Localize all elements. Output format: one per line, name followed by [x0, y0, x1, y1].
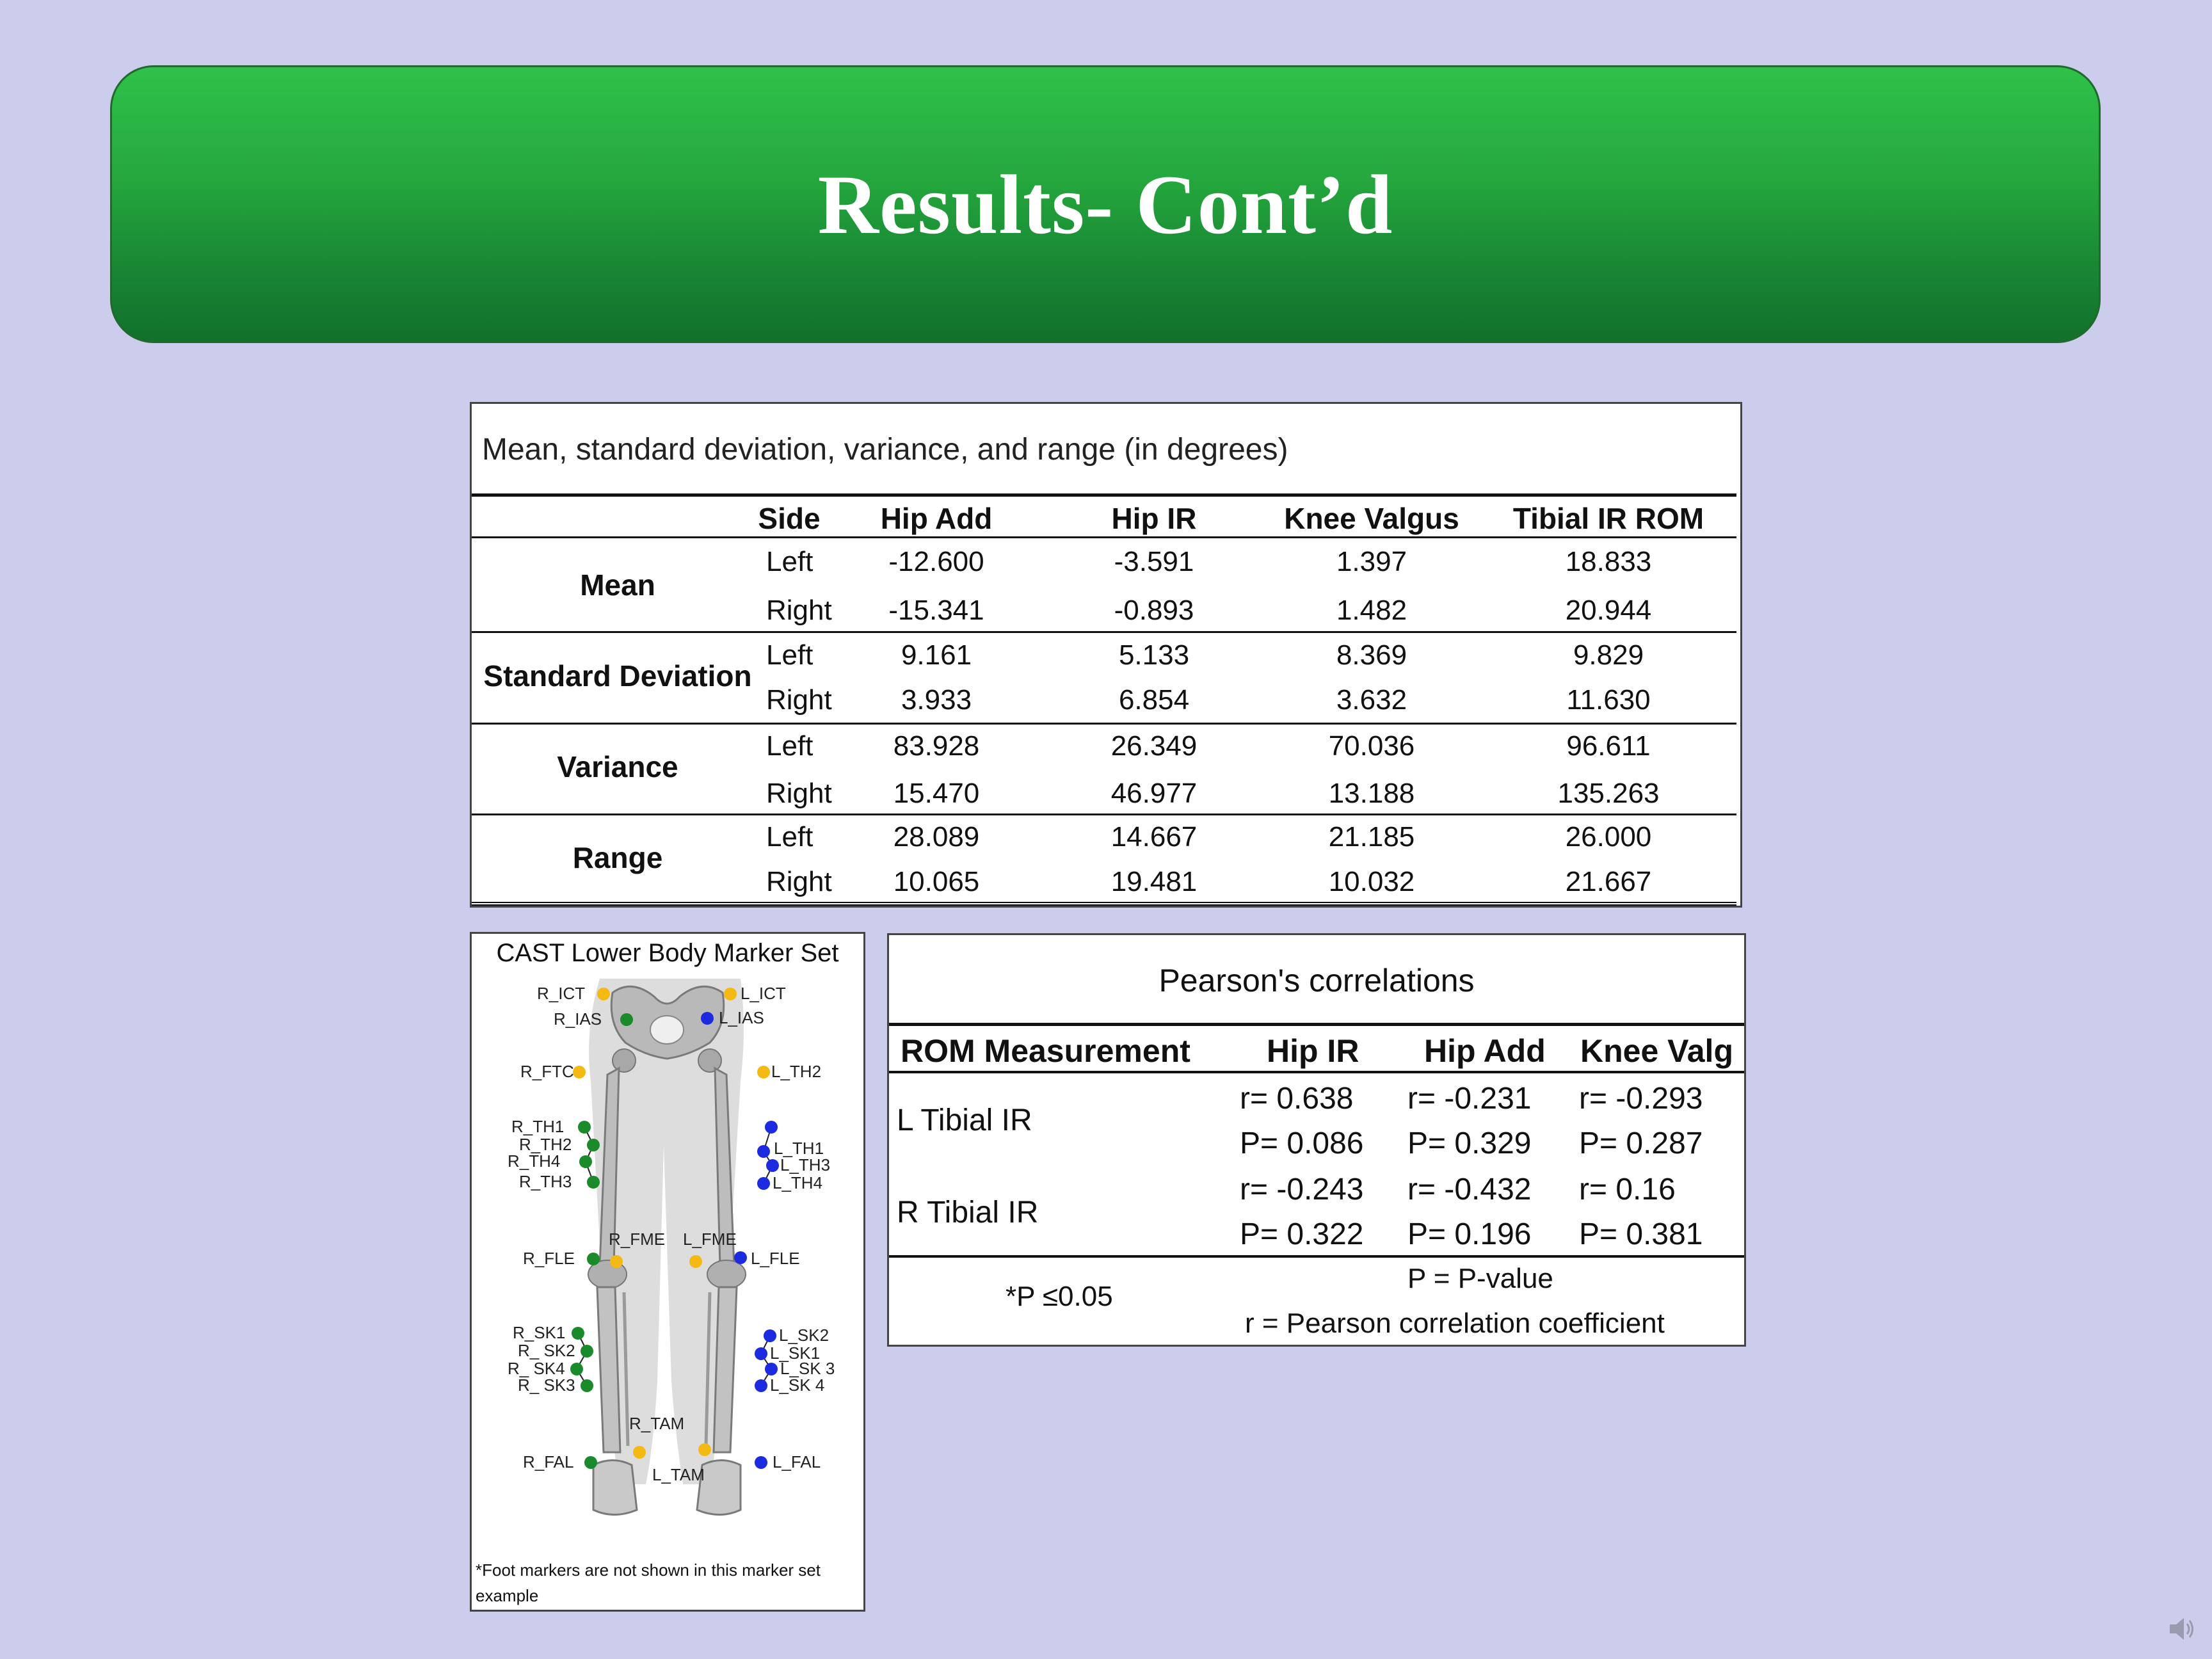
- marker-label-r-tam: R_TAM: [629, 1414, 685, 1433]
- row-label-l-tibial-ir: L Tibial IR: [897, 1103, 1032, 1137]
- side-cell: Right: [766, 866, 832, 897]
- marker-label-r-th3: R_TH3: [519, 1172, 572, 1191]
- significance-note: *P ≤0.05: [1006, 1281, 1113, 1312]
- value-cell: 83.928: [893, 730, 980, 762]
- value-cell: -15.341: [888, 595, 984, 626]
- value-cell: 6.854: [1118, 684, 1190, 716]
- marker-label-l-ias: L_IAS: [719, 1008, 764, 1027]
- title-banner: [110, 65, 2101, 343]
- group-label-variance: Variance: [557, 750, 678, 783]
- marker-label-r-sk3: R_ SK3: [518, 1375, 575, 1395]
- marker-label-r-ict: R_ICT: [537, 984, 586, 1003]
- marker-label-r-sk4: R_ SK4: [508, 1359, 565, 1378]
- side-cell: Right: [766, 595, 832, 626]
- marker-label-r-fal: R_FAL: [523, 1452, 574, 1471]
- header-rule-top: [889, 1023, 1744, 1026]
- marker-label-r-fle: R_FLE: [523, 1249, 575, 1268]
- header-rule-bottom: [889, 1071, 1744, 1073]
- value-cell: 15.470: [893, 778, 980, 809]
- value-cell: 28.089: [893, 821, 980, 853]
- value-cell: 9.829: [1573, 639, 1644, 671]
- header-hip-add: Hip Add: [880, 502, 993, 535]
- p-value-cell: P= 0.381: [1579, 1217, 1703, 1251]
- marker-label-l-tam: L_TAM: [652, 1465, 705, 1484]
- header-hip-ir: Hip IR: [1267, 1033, 1359, 1069]
- side-cell: Left: [766, 546, 813, 577]
- marker-label-l-th4: L_TH4: [773, 1173, 823, 1192]
- value-cell: -3.591: [1114, 546, 1194, 577]
- value-cell: 14.667: [1110, 821, 1198, 853]
- marker-label-l-th2: L_TH2: [771, 1062, 822, 1081]
- r-value-cell: r= 0.638: [1240, 1082, 1354, 1116]
- value-cell: 26.000: [1565, 821, 1652, 853]
- header-rom-measurement: ROM Measurement: [901, 1033, 1190, 1069]
- left-tibia: [714, 1287, 737, 1452]
- marker-label-l-sk2: L_SK2: [779, 1326, 830, 1345]
- side-cell: Right: [766, 778, 832, 809]
- lower-body-skeleton-diagram: [472, 934, 863, 1548]
- value-cell: -0.893: [1114, 595, 1194, 626]
- marker-label-l-sk3: L_SK 3: [780, 1359, 835, 1378]
- r-value-cell: r= -0.231: [1407, 1082, 1532, 1116]
- marker-label-l-sk1: L_SK1: [770, 1343, 821, 1363]
- value-cell: 1.482: [1336, 595, 1407, 626]
- marker-label-r-th2: R_TH2: [519, 1135, 572, 1154]
- group-label-range: Range: [572, 841, 663, 874]
- value-cell: 46.977: [1110, 778, 1198, 809]
- side-cell: Left: [766, 821, 813, 853]
- side-cell: Left: [766, 730, 813, 762]
- p-value-cell: P= 0.086: [1240, 1126, 1364, 1160]
- value-cell: 3.632: [1336, 684, 1407, 716]
- header-side: Side: [758, 502, 821, 535]
- p-value-cell: P= 0.322: [1240, 1217, 1364, 1251]
- value-cell: 8.369: [1336, 639, 1407, 671]
- value-cell: 9.161: [901, 639, 972, 671]
- header-rule-bottom: [472, 536, 1736, 538]
- r-value-cell: r= -0.243: [1240, 1173, 1364, 1206]
- header-knee-valg: Knee Valg: [1580, 1033, 1733, 1069]
- speaker-icon[interactable]: [2166, 1613, 2198, 1645]
- r-value-legend: r = Pearson correlation coefficient: [1245, 1308, 1665, 1339]
- r-value-cell: r= -0.293: [1579, 1082, 1703, 1116]
- p-value-cell: P= 0.287: [1579, 1126, 1703, 1160]
- header-hip-add: Hip Add: [1424, 1033, 1546, 1069]
- header-hip-ir: Hip IR: [1111, 502, 1197, 535]
- marker-label-l-fal: L_FAL: [773, 1452, 821, 1471]
- marker-set-footnote: *Foot markers are not shown in this marker set example: [476, 1560, 821, 1605]
- value-cell: 26.349: [1110, 730, 1198, 762]
- marker-label-r-sk1: R_SK1: [513, 1323, 566, 1342]
- marker-label-r-th4: R_TH4: [508, 1151, 561, 1171]
- table-bottom-rule: [472, 902, 1736, 906]
- side-cell: Left: [766, 639, 813, 671]
- right-tibia: [597, 1287, 620, 1452]
- value-cell: 20.944: [1565, 595, 1652, 626]
- pearson-table: [887, 933, 1746, 1347]
- value-cell: 70.036: [1328, 730, 1415, 762]
- value-cell: 18.833: [1565, 546, 1652, 577]
- pearson-title: Pearson's correlations: [1158, 963, 1475, 998]
- marker-set-figure: [470, 932, 865, 1612]
- value-cell: 11.630: [1566, 684, 1651, 716]
- marker-set-title: CAST Lower Body Marker Set: [496, 939, 839, 967]
- marker-label-r-fme: R_FME: [609, 1230, 666, 1249]
- header-tibial-ir-rom: Tibial IR ROM: [1512, 502, 1704, 535]
- row-label-r-tibial-ir: R Tibial IR: [897, 1196, 1039, 1230]
- header-rule-top: [472, 493, 1736, 497]
- p-value-cell: P= 0.329: [1407, 1126, 1532, 1160]
- r-value-cell: r= 0.16: [1579, 1173, 1676, 1206]
- header-knee-valgus: Knee Valgus: [1284, 502, 1459, 535]
- value-cell: 1.397: [1336, 546, 1407, 577]
- page-title: Results- Cont’d: [817, 157, 1393, 252]
- marker-label-l-sk4: L_SK 4: [770, 1375, 825, 1395]
- right-foot: [593, 1461, 637, 1515]
- marker-label-l-th3: L_TH3: [780, 1155, 831, 1174]
- side-cell: Right: [766, 684, 832, 716]
- stats-caption: Mean, standard deviation, variance, and range (in degrees): [482, 433, 1288, 467]
- marker-label-r-ftc: R_FTC: [520, 1062, 574, 1081]
- group-label-standard-deviation: Standard Deviation: [483, 659, 752, 693]
- value-cell: 5.133: [1118, 639, 1190, 671]
- p-value-cell: P= 0.196: [1407, 1217, 1532, 1251]
- marker-label-l-ict: L_ICT: [741, 984, 786, 1003]
- marker-label-l-th1: L_TH1: [774, 1139, 824, 1158]
- marker-label-l-fme: L_FME: [683, 1230, 737, 1249]
- value-cell: 135.263: [1557, 778, 1660, 809]
- marker-label-r-ias: R_IAS: [554, 1009, 602, 1029]
- value-cell: 3.933: [901, 684, 972, 716]
- value-cell: 21.667: [1565, 866, 1652, 897]
- marker-label-l-fle: L_FLE: [751, 1249, 800, 1268]
- value-cell: 21.185: [1328, 821, 1415, 853]
- r-value-cell: r= -0.432: [1407, 1173, 1532, 1206]
- value-cell: 10.032: [1328, 866, 1415, 897]
- value-cell: 10.065: [893, 866, 980, 897]
- p-value-legend: P = P-value: [1407, 1263, 1553, 1294]
- value-cell: 19.481: [1110, 866, 1198, 897]
- body-rule-bottom: [889, 1255, 1744, 1258]
- marker-label-r-th1: R_TH1: [511, 1117, 565, 1136]
- value-cell: -12.600: [888, 546, 984, 577]
- value-cell: 13.188: [1328, 778, 1415, 809]
- group-label-mean: Mean: [580, 568, 655, 602]
- marker-label-r-sk2: R_ SK2: [518, 1341, 575, 1360]
- value-cell: 96.611: [1566, 730, 1651, 762]
- group-rule: [472, 723, 1736, 725]
- group-rule: [472, 813, 1736, 815]
- stats-table: [470, 402, 1742, 908]
- group-rule: [472, 631, 1736, 633]
